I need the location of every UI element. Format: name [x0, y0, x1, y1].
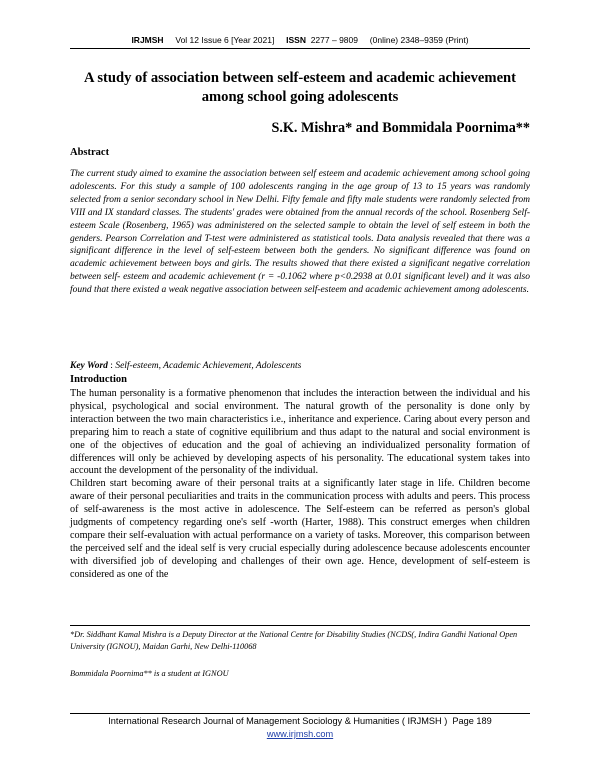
footnote-rule [70, 625, 530, 626]
abstract-paragraph: The current study aimed to examine the association between self esteem and academic achievement among school going adolescents. For this study a sample of 100 adolescents ranging in the age group of 13 to 15 years was randomly selected from a senior secondary school in New Delhi. Fifty female and fifty male students were randomly selected from VIII and IX standard classes. The students' grades were obtained from the annual records of the school. Rosenberg Self-esteem Scale (Rosenberg, 1965) was administered on the selected sample to obtain the level of self esteem in both the genders. Pearson Correlation and T-test were administered as statistical tools. Data analysis revealed that there was a significant difference in the level of self-esteem between both the genders. No significant difference was found on academic achievement between boys and girls. The results showed that there existed a significant negative correlation between self- esteem and academic achievement (r = -0.1062 where p<0.2938 at 0.01 significant level) and it was also found that there existed a weak negative association between self-esteem and academic achievement among adolescents. [70, 169, 530, 296]
body-paragraph: Children start becoming aware of their personal traits at a significantly later stage in life. Children become aware of their personal peculiarities and traits in the communication process with adults and peers. This process of self-awareness is the most active in adolescence. The Self-esteem can be referred as person's global judgments of competency regarding one's self -worth (Harter, 1988). This construct emerges when children compare their self-evaluation with actual performance on a variety of tasks. Moreover, this comparison between the perceived self and the ideal self is very crucial especially during adolescence because adolescents encounter with diversified job of developing and challenges of their own age. Hence, development of self-esteem is considered as one of the [70, 478, 530, 580]
introduction-heading: Introduction [70, 374, 127, 385]
issn-label: ISSN [286, 35, 306, 45]
volume-issue: Vol 12 Issue 6 [Year 2021] [175, 35, 275, 45]
introduction-body [70, 388, 530, 582]
keywords-label: Key Word [70, 361, 108, 371]
footer-website [0, 729, 600, 739]
body-paragraph: The human personality is a formative phenomenon that includes the interaction between the individual and his physical, psychological and social environment. The natural growth of the personality is done only by interaction between the two main characteristics i.e., inheritance and experience. Caring about every person and preparing him to reach a state of cognitive equilibrium and thus adapt to the natural and social environment is one of the objectives of education and the goal of achieving an individualized personality formation of differences will only be achieved by developing aspects of his personality. The educational system takes into account the development of the personality of the individual. [70, 388, 530, 477]
running-header [0, 35, 600, 45]
keywords-text: Self-esteem, Academic Achievement, Adolescents [115, 361, 302, 371]
keywords-line [70, 361, 530, 371]
issn-numbers: 2277 – 9809 (0nline) 2348–9359 (Print) [310, 35, 469, 45]
abstract-text [70, 168, 530, 297]
footer-rule [70, 713, 530, 714]
header-rule [70, 48, 530, 49]
footnote-author-2: Bommidala Poornima** is a student at IGNOU [70, 669, 229, 678]
website-link[interactable]: www.irjmsh.com [266, 729, 334, 739]
paper-authors: S.K. Mishra* and Bommidala Poornima** [271, 120, 530, 136]
abstract-heading: Abstract [70, 147, 110, 158]
journal-abbrev: IRJMSH [131, 35, 164, 45]
running-footer: International Research Journal of Management Sociology & Humanities ( IRJMSH ) Page 189 [108, 716, 492, 726]
footnote-author-1: *Dr. Siddhant Kamal Mishra is a Deputy Director at the National Centre for Disability Studies (NCDS(, Indira Gandhi National Open University (IGNOU), Maidan Garhi, New Delhi-110068 [70, 630, 518, 651]
keywords-separator: : [107, 361, 116, 371]
paper-title: A study of association between self-esteem and academic achievement among school going adolescents [83, 70, 517, 105]
